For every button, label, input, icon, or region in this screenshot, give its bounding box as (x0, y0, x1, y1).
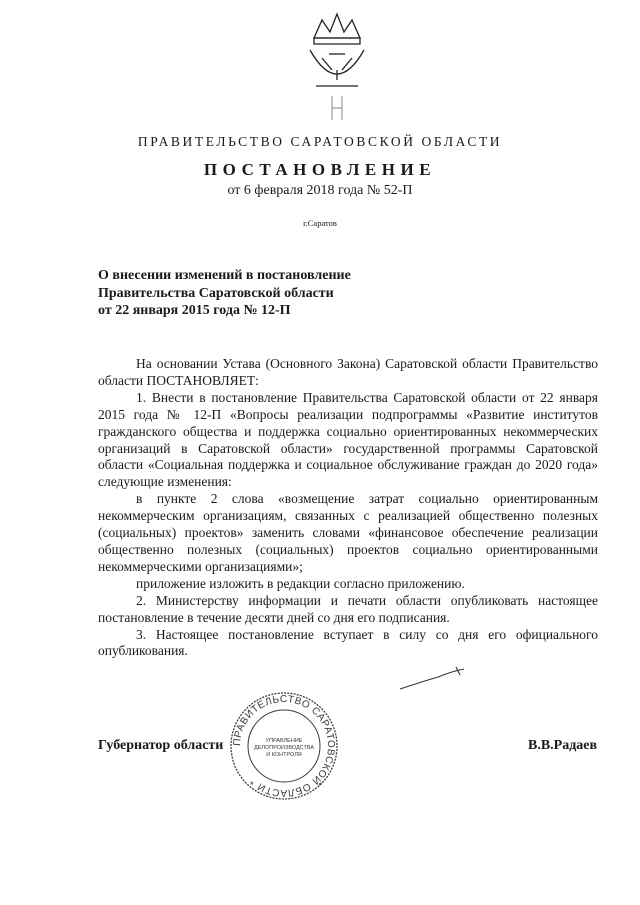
document-type-title: ПОСТАНОВЛЕНИЕ (203, 160, 437, 179)
svg-text:УПРАВЛЕНИЕ: УПРАВЛЕНИЕ (265, 738, 303, 744)
signatory-name: В.В.Радаев (528, 738, 598, 753)
body-paragraph-item-1-sub-a: в пункте 2 слова «возмещение затрат социально ориентированным некоммерческим организациям, связанных с реализацией общественно полезных (социальных) проектов» заменить словами «финансовое обеспечение реализации общественно полезных (социальных) проектов социально ориентированными некоммерческими организациями»; (98, 491, 598, 574)
handwritten-signature (398, 665, 468, 695)
body-paragraph-item-3: 3. Настоящее постановление вступает в силу со дня его официального опубликования. (98, 626, 598, 659)
document-body (98, 356, 598, 660)
subject-line: О внесении изменений в постановление (98, 268, 351, 283)
coat-of-arms-icon (302, 8, 372, 126)
body-paragraph-preamble: На основании Устава (Основного Закона) Саратовской области Правительство области ПОСТАНОВЛЯЕТ: (98, 356, 598, 388)
document-city: г.Саратов (303, 218, 337, 228)
document-subject (98, 267, 518, 320)
signatory-title: Губернатор области (98, 738, 224, 753)
body-paragraph-item-1-sub-b: приложение изложить в редакции согласно приложению. (136, 575, 465, 591)
government-name: ПРАВИТЕЛЬСТВО САРАТОВСКОЙ ОБЛАСТИ (137, 134, 503, 149)
body-paragraph-item-2: 2. Министерству информации и печати области опубликовать настоящее постановление в течение десяти дней со дня его подписания. (98, 592, 598, 625)
document-date-number: от 6 февраля 2018 года № 52-П (227, 183, 413, 198)
body-paragraph-item-1: 1. Внести в постановление Правительства Саратовской области от 22 января 2015 года № 12-П «Вопросы реализации подпрограммы «Развитие институтов гражданского общества и поддержка социально ориентированных некоммерческих организаций в Саратовской области» государственной программы Саратовской области «Социальная поддержка и социальное обслуживание граждан до 2020 года» следующие изменения: (98, 389, 598, 490)
official-seal-stamp (228, 690, 340, 802)
subject-line: Правительства Саратовской области (98, 285, 334, 301)
svg-text:ДЕЛОПРОИЗВОДСТВА: ДЕЛОПРОИЗВОДСТВА (253, 745, 315, 751)
svg-text:И КОНТРОЛЯ: И КОНТРОЛЯ (266, 752, 302, 758)
subject-line: от 22 января 2015 года № 12-П (98, 303, 291, 318)
stamp-ring-text: ПРАВИТЕЛЬСТВО САРАТОВСКОЙ ОБЛАСТИ * (231, 693, 337, 799)
